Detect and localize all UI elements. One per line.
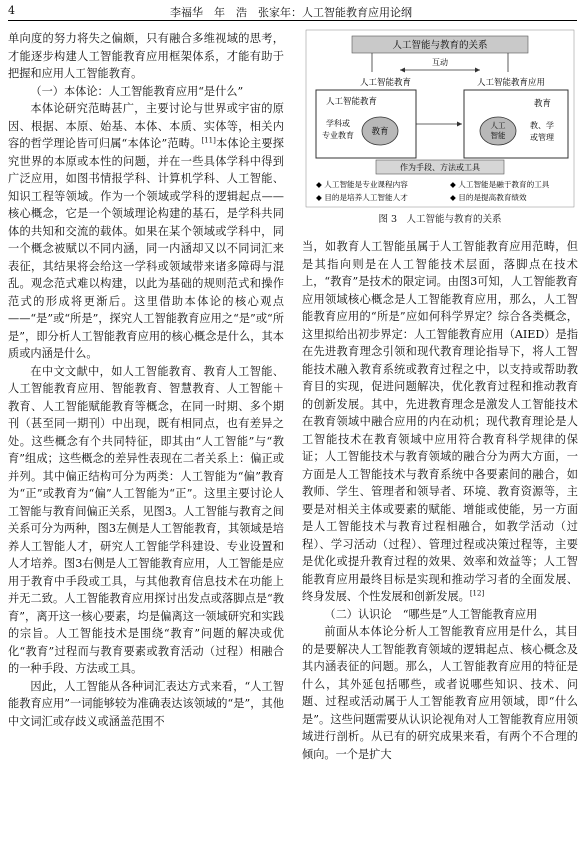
right-box-edu: 教育 [534, 99, 552, 109]
paragraph: 前面从本体论分析人工智能教育应用是什么，其目的是要解决人工智能教育领域的逻辑起点、核心概念及其内涵表征的问题。那么，人工智能教育应用的特征是什么，其外延包括哪些，或者说哪些知识、技术、问题、过程或活动属于人工智能教育应用领域，即“什么是”。这些问题需要从认识论视角对人工智能教育应用领域进行剖析。从已有的研究成果来看，有两个不合理的倾向。一个是扩大 [302, 625, 578, 761]
section-heading-epistemology: （二）认识论 “哪些是”人工智能教育应用 [324, 607, 538, 621]
bottom-bar-text: 作为手段、方法或工具 [400, 163, 480, 172]
paragraph-text: 本体论主要探究世界的本原或本性的问题，并在一些具体学科中得到广泛应用，如图书情报学科、计算机学科、人工智能、知识工程等领域。作为一个领域或学科的逻辑起点——核心概念，它是一个领域理论构建的基石，是学科共同体的共知和交流的载体。如果在某个领域或学科中，同一个概念被赋以不同内涵，同一内涵却又以不同词汇来表征，其结果将会给这一学科或领域带来诸多障碍与混乱。观念范式难以构建，以此为基础的规则范式和操作范式的形成将更渐后。这里借助本体论的核心观点——“是”或“所是”，探究人工智能教育应用之“是”或“所是”，即分析人工智能教育应用的核心概念是什么，其本质或内涵是什么。 [8, 137, 284, 360]
right-sub-1: 教、学 [530, 121, 554, 130]
paragraph: 单向度的努力将失之偏颇，只有融合多维视域的思考，才能逐步构建人工智能教育应用框架体系，才能有助于把握和应用人工智能教育。 [8, 32, 284, 80]
left-box-ai: 人工智能教育 [326, 97, 378, 107]
paragraph-text: 本体论研究范畴甚广，主要讨论与世界或宇宙的原因、根据、本原、始基、本体、本质、实体等，相关内容的哲学理论皆可归属“本体论”范畴。 [8, 102, 284, 150]
legend-1: ◆ 人工智能是专业课程内容 [316, 180, 408, 189]
left-circle-text: 教育 [371, 127, 389, 137]
left-label: 人工智能教育 [360, 78, 412, 88]
right-sub-2: 或管理 [530, 133, 554, 142]
figure-3 [302, 28, 578, 218]
paragraph-text: 当，如教育人工智能虽属于人工智能教育应用范畴，但是其指向则是在人工智能技术层面，落脚点在技术上，“教育”是技术的限定词。由图3可知，人工智能教育应用领域核心概念是人工智能教育应用，那么，人工智能教育应用的“所是”应如何科学界定？综合各类概念，这里拟给出初步界定：人工智能教育应用（AIED）是指在先进教育理念引领和现代教育理论指导下，将人工智能技术融入教育系统或教育过程之中，以支持或帮助教育目的实现，促进问题解决，优化教育过程和推动教育的创新发展。其中，先进教育理念是激发人工智能技术在教育领域中融合应用的内在动机；现代教育理论是人工智能技术在教育领域中应用符合教育科学规律的保证；人工智能技术与教育领域的融合分为两大方面，一方面是人工智能技术与教育系统中各要素间的融合，如教师、学生、管理者和领导者、环境、教育资源等，主要是对相关主体或要素的赋能、增能或使能，另一方面是人工智能技术与教育过程相融合，如教学活动（过程）、学习活动（过程）、管理过程或决策过程等，主要是优化或提升教育过程的效果、效率和效益等；人工智能教育应用最终目标是实现和推动学习者的全面发展、终身发展、个性发展和创新发展。 [302, 240, 578, 603]
left-sub-2: 专业教育 [322, 131, 354, 140]
legend-4: ◆ 目的是提高教育绩效 [450, 193, 527, 202]
figure-caption: 图 3 人工智能与教育的关系 [378, 214, 502, 225]
citation: [11] [201, 136, 216, 145]
right-circle-1: 人工 [490, 121, 506, 130]
relationship-diagram [302, 28, 578, 210]
legend-2: ◆ 目的是培养人工智能人才 [316, 193, 408, 202]
left-sub-1: 学科或 [326, 119, 350, 128]
running-title: 李福华 年 浩 张家年：人工智能教育应用论纲 [170, 6, 412, 19]
left-column [8, 30, 284, 730]
section-heading-ontology: （一）本体论：人工智能教育应用“是什么” [30, 84, 244, 98]
paragraph: 因此，人工智能从各种词汇表达方式来看，“人工智能教育应用”一词能够较为准确表达该领域的“是”，其他中文词汇或存歧义或涵盖范围不 [8, 679, 284, 728]
paragraph [302, 238, 578, 606]
citation: [12] [469, 589, 485, 598]
right-circle-2: 智能 [490, 131, 506, 140]
title-text: 人工智能与教育的关系 [392, 40, 488, 51]
page-header [0, 0, 585, 22]
paragraph [8, 100, 284, 363]
paragraph: 在中文文献中，如人工智能教育、教育人工智能、人工智能教育应用、智能教育、智慧教育、人工智能＋教育、人工智能赋能教育等概念，在同一时期、多个期刊（甚至同一期刊）中出现，既有相同点，也有差异之处。这些概念有个共同特征，即其由“人工智能”与“教育”组成；这些概念的差异性表现在二者关系上：偏正或并列。其中偏正结构可分为两类：人工智能为“偏”教育为“正”或教育为“偏”人工智能为“正”。这里主要讨论人工智能与教育间偏正关系，见图3。人工智能与教育之间关系可分为两种，图3左侧是人工智能教育，其领域是培养人工智能人才，研究人工智能学科建设、专业设置和人才培养。图3右侧是人工智能教育应用，人工智能是应用于教育中手段或工具，与其他教育信息技术在功能上并无二致。人工智能教育应用探讨出发点或落脚点是“教育”，离开这一核心要素，均是偏离这一领域研究和实践的宗旨。人工智能技术是围绕“教育”问题的解决或优化“教育”过程而与教育要素或教育活动（过程）相融合的一种手段、方法或工具。 [8, 364, 284, 675]
page-number: 4 [8, 4, 15, 17]
right-column [302, 238, 578, 763]
header-rule [8, 20, 577, 21]
interact-label: 互动 [432, 58, 448, 67]
legend-3: ◆ 人工智能是融于教育的工具 [450, 180, 550, 189]
right-label: 人工智能教育应用 [477, 78, 546, 88]
